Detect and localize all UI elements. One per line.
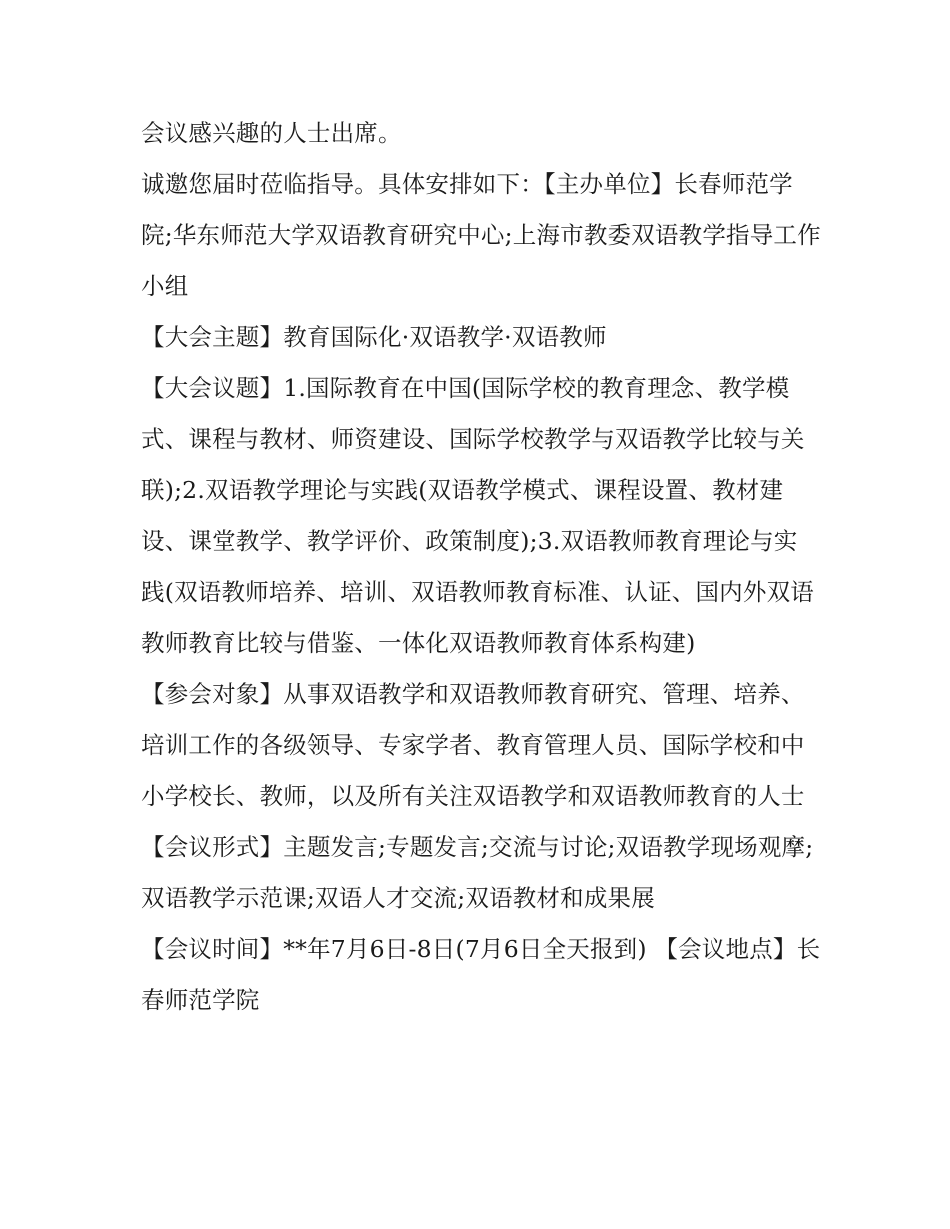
- paragraph-participants: 【参会对象】从事双语教学和双语教师教育研究、管理、培养、培训工作的各级领导、专家学者、教育管理人员、国际学校和中小学校长、教师，以及所有关注双语教学和双语教师教育的人士: [141, 680, 805, 810]
- paragraph-conference-theme: 【大会主题】教育国际化·双语教学·双语教师: [141, 323, 607, 351]
- paragraph-conference-format: 【会议形式】主题发言;专题发言;交流与讨论;双语教学现场观摩;双语教学示范课;双语人才交流;双语教材和成果展: [141, 833, 814, 912]
- paragraph-time-location: 【会议时间】**年7月6日-8日(7月6日全天报到) 【会议地点】长春师范学院: [141, 935, 821, 1014]
- paragraph-conference-topics: 【大会议题】1.国际教育在中国(国际学校的教育理念、教学模式、课程与教材、师资建设、国际学校教学与双语教学比较与关联);2.双语教学理论与实践(双语教学模式、课程设置、教材建设、课堂教学、教学评价、政策制度);3.双语教师教育理论与实践(双语教师培养、培训、双语教师教育标准、认证、国内外双语教师教育比较与借鉴、一体化双语教师教育体系构建): [141, 374, 814, 657]
- paragraph-invitation-organizers: 诚邀您届时莅临指导。具体安排如下：【主办单位】长春师范学院;华东师范大学双语教育研究中心;上海市教委双语教学指导工作小组: [141, 170, 821, 300]
- paragraph-intro-ending: 会议感兴趣的人士出席。: [141, 119, 402, 147]
- document-page: [141, 108, 821, 1026]
